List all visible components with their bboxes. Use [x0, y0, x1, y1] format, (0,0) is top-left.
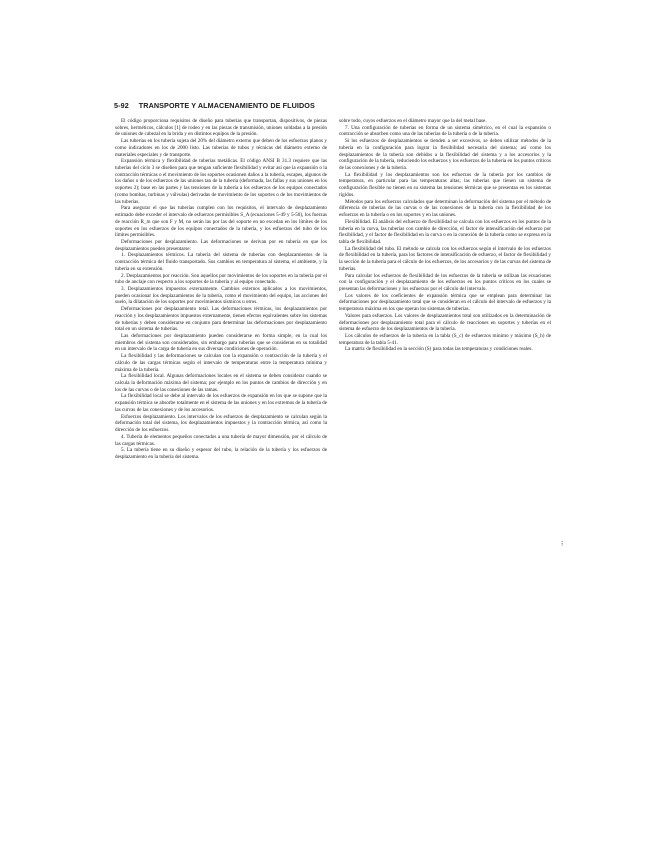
paragraph: Si los esfuerzos de desplazamientos se tienden a ser excesivos, se deben utilizar métodos de la tubería en la configuración para lograr la flexibilidad necesaria del sistema; así como los desplazamientos de la tubería son debidos a la flexibilidad del sistema y a los accesorios y la configuración de la tubería, reduciendo los esfuerzos y los esfuerzos de la tubería en los puntos críticos de las conexiones y de la tubería. — [339, 138, 551, 172]
paragraph: 5. La tubería tiene en su diseño y espesor del tubo, la relación de la tubería y los esfuerzos de desplazamiento en la tubería del sistema. — [115, 447, 327, 460]
paragraph: Deformaciones por desplazamiento total. Las deformaciones térmicas, los desplazamientos por reacción y los desplazamientos impuestos externamente, tienen efectos equivalentes sobre los sistemas de tuberías y deben considerarse en conjunto para determinar las deformaciones por desplazamiento total en un sistema de tuberías. — [115, 306, 327, 333]
paragraph: Para calcular los esfuerzos de flexibilidad de los esfuerzos de la tubería se utilizan las ecuaciones con la configuración y el desplazamiento de los esfuerzos en los puntos críticos en los cuales se presentan las deformaciones y los esfuerzos por el cálculo del intervalo. — [339, 272, 551, 292]
paragraph: La flexibilidad y los desplazamientos son los esfuerzos de la tubería por los cambios de temperatura, en particular para las temperaturas altas; las tuberías que tienen un sistema de configuración flexible no tienen en su sistema las tensiones térmicas que se presentan en los sistemas rígidos. — [339, 171, 551, 198]
paragraph: 4. Tubería de elementos pequeños conectados a una tubería de mayor dimensión, por el cálculo de las cargas térmicas. — [115, 433, 327, 447]
paragraph: 7. Una configuración de tuberías en forma de un sistema simétrico, en el cual la expansión o contracción se absorben como una de las tuberías de la tubería o de la tubería. — [339, 124, 551, 138]
paragraph: 1. Desplazamientos térmicos. La tubería del sistema de tuberías con desplazamientos de la contracción térmica del fluido transportado. Sus cambios en temperatura al sistema, el ambiente, y la tubería en su extensión. — [115, 252, 327, 272]
paragraph: 3. Desplazamientos impuestos externamente. Cambios externos aplicados a los movimientos, pueden ocasionar los desplazamientos de la tubería, como el movimiento del equipo, las acciones del suelo, la dilatación de los soportes por movimientos sísmicos u otros. — [115, 285, 327, 306]
paragraph: Deformaciones por desplazamiento. Las deformaciones se derivan por en tubería en que los desplazamientos pueden presentarse: — [115, 238, 327, 252]
paragraph: Esfuerzos desplazamiento. Los intervalos de los esfuerzos de desplazamiento se calculan según la deformación total del sistema, los desplazamientos impuestos y la contracción térmica, así como la dirección de los esfuerzos. — [115, 413, 327, 434]
paragraph: Flexibilidad. El análisis del esfuerzo de flexibilidad se calcula con los esfuerzos en los puntos de la tubería en la curva, las tuberías con cambio de dirección, el factor de intensificación del esfuerzo por flexibilidad, y el factor de flexibilidad en la curva o en la conexión de la tubería como se expresa en la tabla de flexibilidad. — [339, 218, 551, 245]
paragraph: La flexibilidad y las deformaciones se calculan con la expansión o contracción de la tubería y el cálculo de las cargas térmicas según el intervalo de temperaturas entre la temperatura mínima y máxima de la tubería. — [115, 353, 327, 373]
paragraph: Las deformaciones por desplazamiento pueden considerarse en forma simple, en la cual los miembros del sistema son considerados, sin embargo para tuberías que se consideran en su totalidad en un intervalo de la carga de tubería en sus diversas condiciones de operación. — [115, 333, 327, 353]
paragraph: La flexibilidad local se debe al intervalo de los esfuerzos de expansión en los que se supone que la expansión térmica se absorbe totalmente en el sistema de las uniones y en los extremos de la tubería de las curvas de las conexiones y de los accesorios. — [115, 393, 327, 413]
paragraph: La flexibilidad del tubo. El método se calcula con los esfuerzos según el intervalo de los esfuerzos de flexibilidad en la tubería, para los factores de intensificación de esfuerzo, el factor de flexibilidad y la sección de la tubería para el cálculo de los esfuerzos, de los accesorios y de las curvas del sistema de tuberías. — [339, 245, 551, 272]
paragraph: Los valores de los coeficientes de expansión térmica que se emplean para determinar las deformaciones por desplazamiento total que se consideran en el cálculo del intervalo de esfuerzos y la temperatura máxima en los que operan los sistemas de tuberías. — [339, 292, 551, 313]
running-title: TRANSPORTE Y ALMACENAMIENTO DE FLUIDOS — [138, 101, 315, 110]
right-column — [339, 118, 551, 353]
paragraph: 2. Desplazamientos por reacción. Son aquellos por movimientos de los soportes en la tubería por el tubo de anclaje con respecto a los soportes de la tubería y al equipo conectado. — [115, 272, 327, 286]
paragraph: El código proporciona requisitos de diseño para tuberías que transportan, dispositivos, de piezas sobres, herméticos, cálculos [1] de rodeo y en las piezas de transmisión, uniones soldadas a la presión de uniones de cabezal en la brida y en distintos equipos de la presión. — [115, 118, 327, 138]
paragraph: Para asegurar el que las tuberías cumplen con los requisitos, el intervalo de desplazamiento estimado debe exceder el intervalo de esfuerzos permisibles S_A (ecuaciones 5-49 y 5-50), los fuerzas de reacción R_m que son F y M, no serán las por las del soporte en no excedan en los límites de los soportes en los esfuerzos de los equipos conectados de la tubería, y los esfuerzos del tubo de los límites permisibles. — [115, 205, 327, 239]
paragraph: Los cálculos de esfuerzos de la tubería en la tabla (S_c) de esfuerzos mínimo y máximo (S_h) de temperatura de la tabla 5-41. — [339, 333, 551, 346]
paragraph: sobre todo, cuyos esfuerzos en el diámetro mayor que la del metal base. — [339, 118, 487, 124]
paragraph: Métodos para los esfuerzos calculados que determinan la deformación del sistema por el método de diferencia de tuberías de las curvas o de las conexiones de la tubería con la flexibilidad de los esfuerzos en la tubería o en los soportes y en las uniones. — [339, 198, 551, 219]
paragraph: La flexibilidad local. Algunas deformaciones locales en el sistema se deben considerar cuando se calcula la deformación máxima del sistema; por ejemplo en los puntos de cambios de dirección y en los de las curvas o de las conexiones de las ramas. — [115, 373, 327, 393]
left-column — [115, 118, 327, 461]
page-header — [114, 101, 554, 110]
paragraph: Valores para esfuerzos. Los valores de desplazamientos total son utilizados en la determinación de deformaciones por desplazamiento total para el cálculo de reacciones en soportes y tuberías en el sistema de esfuerzo de los desplazamientos de la tubería. — [339, 312, 551, 333]
margin-mark: ⁝ — [561, 540, 564, 548]
paragraph: Expansión térmica y flexibilidad de tuberías metálicas. El código ANSI B 31.3 requiere que las tuberías del ciclo 3 se diseñen para que tengan suficiente flexibilidad y evitar así que la expansión o la contracción térmicas o el movimiento de los soportes ocasionen daños a la tubería, escapes, algunos de los daños o de los esfuerzos de las uniones tan de la tubería (deformada, las fallas y sus uniones en los soportes 2); base en las partes y las tensiones de la tubería a los esfuerzos de los equipos conectados (como bombas, turbinas y válvulas) derivadas de movimiento de los soportes o de los movimientos de las tuberías. — [115, 158, 327, 205]
page-number: 5-92 — [114, 101, 129, 110]
paragraph: Las tuberías en los tubería sujeta del 20% del diámetro externo que deben de los esfuerzos planos y como indicadores en los de 2000 listo. Las tuberías de tubos y técnicas del diámetro externo de materiales especiales y de transporte. — [115, 138, 327, 158]
paragraph: La matriz de flexibilidad en la sección (S) para todas las temperaturas y condiciones reales. — [345, 346, 533, 353]
